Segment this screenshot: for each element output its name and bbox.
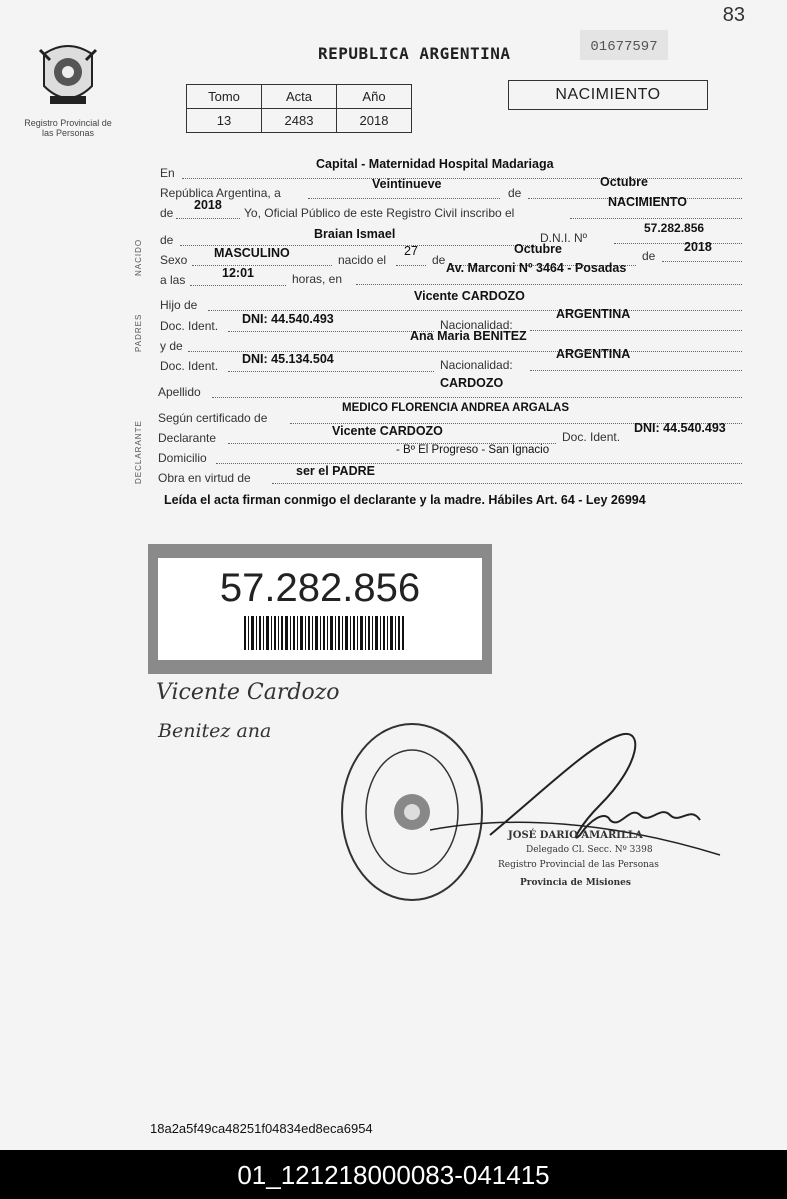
- value-padre: Vicente CARDOZO: [414, 289, 525, 303]
- value-declarante-doc: DNI: 44.540.493: [634, 421, 726, 435]
- side-label-declarante: DECLARANTE: [134, 420, 143, 484]
- label-yo: Yo, Oficial Público de este Registro Civil inscribo el: [244, 206, 515, 220]
- father-signature: Vicente Cardozo: [156, 680, 340, 705]
- value-anio-nac: 2018: [684, 240, 712, 254]
- document-title: REPUBLICA ARGENTINA: [318, 44, 511, 63]
- label-de: de: [508, 186, 522, 200]
- label-de: de: [642, 249, 656, 263]
- value-tipo: NACIMIENTO: [608, 195, 687, 209]
- value-madre: Ana Maria BENITEZ: [410, 329, 527, 343]
- label-obra: Obra en virtud de: [158, 471, 251, 485]
- value-declarante: Vicente CARDOZO: [332, 424, 443, 438]
- official-province: Provincia de Misiones: [520, 878, 631, 888]
- barcode-icon: [244, 616, 404, 650]
- label-nacido-el: nacido el: [338, 253, 387, 267]
- table-header-acta: Acta: [262, 85, 337, 109]
- record-table: [186, 84, 412, 133]
- label-de: de: [160, 206, 174, 220]
- side-label-nacido: NACIDO: [134, 238, 143, 276]
- value-madre-doc: DNI: 45.134.504: [242, 352, 334, 366]
- value-lugar: Capital - Maternidad Hospital Madariaga: [316, 157, 554, 171]
- official-name: JOSÉ DARIO AMARILLA: [508, 830, 643, 841]
- table-value-anio: 2018: [337, 109, 412, 133]
- value-dni: 57.282.856: [644, 221, 705, 235]
- side-label-padres: PADRES: [134, 313, 143, 352]
- dni-card: [148, 544, 492, 674]
- official-role: Delegado Cl. Secc. Nº 3398: [526, 845, 653, 855]
- table-value-tomo: 13: [187, 109, 262, 133]
- value-mes: Octubre: [600, 175, 648, 189]
- value-madre-nac: ARGENTINA: [556, 347, 631, 361]
- closing-text: Leída el acta firman conmigo el declarante y la madre. Hábiles Art. 64 - Ley 26994: [164, 493, 646, 507]
- value-nombre: Braian Ismael: [314, 227, 396, 241]
- footer-code: 01_121218000083-041415: [237, 1160, 550, 1190]
- value-anio: 2018: [194, 198, 222, 212]
- value-dia-letras: Veintinueve: [372, 177, 442, 191]
- value-obra: ser el PADRE: [296, 464, 375, 478]
- value-hora: 12:01: [222, 266, 254, 280]
- label-a-las: a las: [160, 273, 186, 287]
- serial-number: 01677597: [580, 30, 668, 60]
- table-header-anio: Año: [337, 85, 412, 109]
- value-sexo: MASCULINO: [214, 246, 290, 260]
- value-domicilio-nac: Av. Marconi Nº 3464 - Posadas: [446, 261, 627, 275]
- label-dni: D.N.I. Nº: [540, 231, 588, 245]
- label-declarante: Declarante: [158, 431, 217, 445]
- label-doc-ident: Doc. Ident.: [160, 359, 219, 373]
- table-value-acta: 2483: [262, 109, 337, 133]
- footer-bar: [0, 1150, 787, 1199]
- coat-of-arms-icon: [36, 36, 100, 112]
- label-doc-ident: Doc. Ident.: [562, 430, 621, 444]
- document-hash: 18a2a5f49ca48251f04834ed8eca6954: [150, 1121, 373, 1136]
- label-en: En: [160, 166, 175, 180]
- value-dia: 27: [404, 244, 418, 258]
- mother-signature: Benitez ana: [158, 720, 272, 742]
- page-number: 83: [722, 4, 745, 26]
- official-office: Registro Provincial de las Personas: [498, 860, 659, 870]
- value-padre-nac: ARGENTINA: [556, 307, 631, 321]
- act-type-box: NACIMIENTO: [508, 80, 708, 110]
- table-header-tomo: Tomo: [187, 85, 262, 109]
- label-hijo-de: Hijo de: [160, 298, 198, 312]
- table-row: [187, 109, 412, 133]
- label-de: de: [432, 253, 446, 267]
- label-republica: República Argentina, a: [160, 186, 281, 200]
- value-padre-doc: DNI: 44.540.493: [242, 312, 334, 326]
- value-mes-nac: Octubre: [514, 242, 562, 256]
- label-apellido: Apellido: [158, 385, 201, 399]
- label-horas-en: horas, en: [292, 272, 343, 286]
- label-y-de: y de: [160, 339, 183, 353]
- dni-card-number: 57.282.856: [219, 566, 421, 610]
- value-apellido: CARDOZO: [440, 376, 504, 390]
- dni-card-inner: [158, 558, 482, 660]
- label-nacionalidad: Nacionalidad:: [440, 318, 513, 332]
- label-domicilio: Domicilio: [158, 451, 207, 465]
- label-de: de: [160, 233, 174, 247]
- label-nacionalidad: Nacionalidad:: [440, 358, 513, 372]
- value-domicilio: - Bº El Progreso - San Ignacio: [396, 444, 550, 456]
- table-header-row: [187, 85, 412, 109]
- label-segun: Según certificado de: [158, 411, 268, 425]
- label-doc-ident: Doc. Ident.: [160, 319, 219, 333]
- value-certificado: MEDICO FLORENCIA ANDREA ARGALAS: [342, 402, 570, 414]
- label-sexo: Sexo: [160, 253, 188, 267]
- registro-label: Registro Provincial de las Personas: [24, 118, 112, 138]
